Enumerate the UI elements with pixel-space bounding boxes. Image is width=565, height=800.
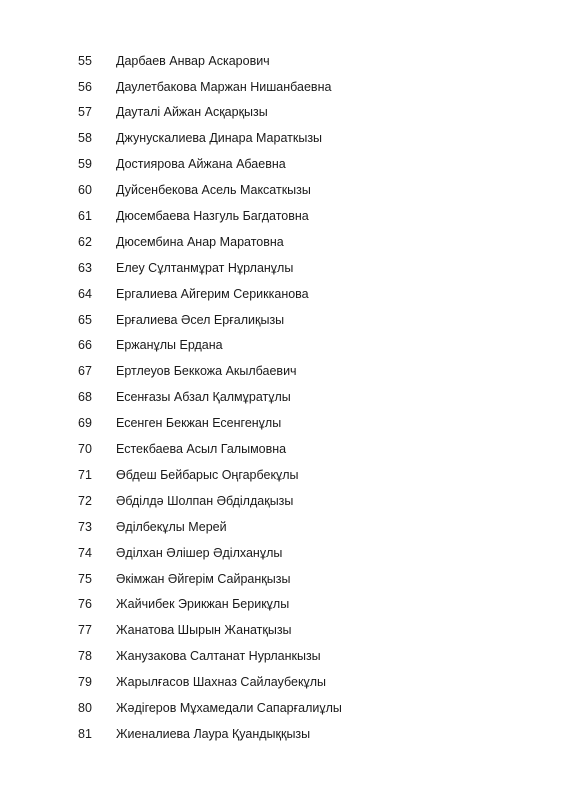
list-item <box>0 462 565 488</box>
entry-number: 74 <box>78 545 92 560</box>
entry-number: 55 <box>78 53 92 68</box>
entry-full-name: Әкімжан Әйгерім Сайранқызы <box>116 571 291 586</box>
list-item <box>0 203 565 229</box>
entry-number: 66 <box>78 338 92 353</box>
list-item <box>0 540 565 566</box>
entry-number: 58 <box>78 131 92 146</box>
list-item <box>0 100 565 126</box>
entry-full-name: Даулетбакова Маржан Нишанбаевна <box>116 79 332 94</box>
entry-number: 62 <box>78 234 92 249</box>
entry-name-cell <box>116 210 309 223</box>
entry-full-name: Жарылғасов Шахназ Сайлаубекұлы <box>116 675 326 690</box>
entry-name-cell <box>116 676 326 689</box>
entry-full-name: Ергалиева Айгерим Серикканова <box>116 286 309 301</box>
entry-name-cell <box>116 184 311 197</box>
entry-full-name: Достиярова Айжана Абаевна <box>116 157 286 172</box>
entry-number: 72 <box>78 493 92 508</box>
list-item <box>0 721 565 747</box>
list-item <box>0 229 565 255</box>
list-item <box>0 385 565 411</box>
entry-number: 57 <box>78 105 92 120</box>
list-item <box>0 643 565 669</box>
entry-number: 78 <box>78 649 92 664</box>
list-item <box>0 514 565 540</box>
entry-full-name: Дауталі Айжан Асқарқызы <box>116 105 268 120</box>
entry-name-cell <box>116 417 281 430</box>
entry-full-name: Дуйсенбекова Асель Максаткызы <box>116 183 311 198</box>
entry-name-cell <box>116 339 223 352</box>
entry-name-cell <box>116 469 298 482</box>
entry-name-cell <box>116 158 286 171</box>
entry-number: 73 <box>78 519 92 534</box>
entry-full-name: Ертлеуов Беккожа Акылбаевич <box>116 364 297 379</box>
entry-number: 61 <box>78 209 92 224</box>
list-item <box>0 152 565 178</box>
entry-full-name: Дюсембина Анар Маратовна <box>116 234 284 249</box>
entry-full-name: Джунускалиева Динара Мараткызы <box>116 131 323 146</box>
list-item <box>0 48 565 74</box>
entry-name-cell <box>116 702 342 715</box>
entry-name-cell <box>116 598 289 611</box>
entry-number: 64 <box>78 286 92 301</box>
entry-name-cell <box>116 288 309 301</box>
entry-name-cell <box>116 81 331 94</box>
entry-name-cell <box>116 624 292 637</box>
entry-full-name: Жәдігеров Мұхамедали Сапарғалиұлы <box>116 700 342 715</box>
entry-name-cell <box>116 650 321 663</box>
entry-number: 81 <box>78 726 92 741</box>
entry-full-name: Жанузакова Салтанат Нурланкызы <box>116 649 321 664</box>
list-item <box>0 618 565 644</box>
entry-full-name: Өбдеш Бейбарыс Оңгарбекұлы <box>116 467 299 482</box>
entry-full-name: Жанатова Шырын Жанатқызы <box>116 623 292 638</box>
list-item <box>0 255 565 281</box>
entry-full-name: Жиеналиева Лаура Қуандыққызы <box>116 726 311 741</box>
entry-full-name: Дарбаев Анвар Аскарович <box>116 53 270 68</box>
entry-name-cell <box>116 132 322 145</box>
entry-full-name: Әділбекұлы Мерей <box>116 519 227 534</box>
entry-full-name: Естекбаева Асыл Галымовна <box>116 442 287 457</box>
entry-full-name: Елеу Сұлтанмұрат Нұрланұлы <box>116 260 294 275</box>
entry-number: 65 <box>78 312 92 327</box>
entry-full-name: Әділхан Әлішер Әділханұлы <box>116 545 283 560</box>
entry-name-cell <box>116 547 282 560</box>
entry-name-cell <box>116 262 293 275</box>
entry-name-cell <box>116 314 284 327</box>
list-item <box>0 74 565 100</box>
list-item <box>0 177 565 203</box>
entry-number: 67 <box>78 364 92 379</box>
entry-name-cell <box>116 391 291 404</box>
entry-number: 70 <box>78 442 92 457</box>
entry-number: 60 <box>78 183 92 198</box>
entry-number: 76 <box>78 597 92 612</box>
list-item <box>0 592 565 618</box>
entry-number: 63 <box>78 260 92 275</box>
entry-name-cell <box>116 365 297 378</box>
entry-number: 59 <box>78 157 92 172</box>
entry-full-name: Есенген Бекжан Есенгенұлы <box>116 416 282 431</box>
list-item <box>0 566 565 592</box>
list-item <box>0 436 565 462</box>
entry-number: 69 <box>78 416 92 431</box>
entry-name-cell <box>116 573 290 586</box>
name-list <box>0 48 565 747</box>
entry-number: 80 <box>78 700 92 715</box>
list-item <box>0 695 565 721</box>
entry-number: 75 <box>78 571 92 586</box>
entry-number: 56 <box>78 79 92 94</box>
entry-number: 79 <box>78 675 92 690</box>
list-item <box>0 669 565 695</box>
entry-full-name: Есенғазы Абзал Қалмұратұлы <box>116 390 291 405</box>
entry-name-cell <box>116 55 270 68</box>
entry-name-cell <box>116 106 268 119</box>
list-item <box>0 410 565 436</box>
entry-name-cell <box>116 521 227 534</box>
entry-full-name: Әбділдә Шолпан Әбділдақызы <box>116 493 294 508</box>
list-item <box>0 488 565 514</box>
list-item <box>0 359 565 385</box>
entry-name-cell <box>116 728 310 741</box>
entry-number: 71 <box>78 467 92 482</box>
entry-full-name: Ержанұлы Ердана <box>116 338 223 353</box>
entry-number: 68 <box>78 390 92 405</box>
entry-name-cell <box>116 236 284 249</box>
entry-number: 77 <box>78 623 92 638</box>
entry-full-name: Ерғалиева Әсел Ерғалиқызы <box>116 312 285 327</box>
list-item <box>0 307 565 333</box>
entry-full-name: Дюсембаева Назгуль Багдатовна <box>116 209 309 224</box>
list-item <box>0 126 565 152</box>
entry-name-cell <box>116 443 286 456</box>
list-item <box>0 333 565 359</box>
list-item <box>0 281 565 307</box>
entry-name-cell <box>116 495 293 508</box>
entry-full-name: Жайчибек Эрикжан Берикұлы <box>116 597 290 612</box>
